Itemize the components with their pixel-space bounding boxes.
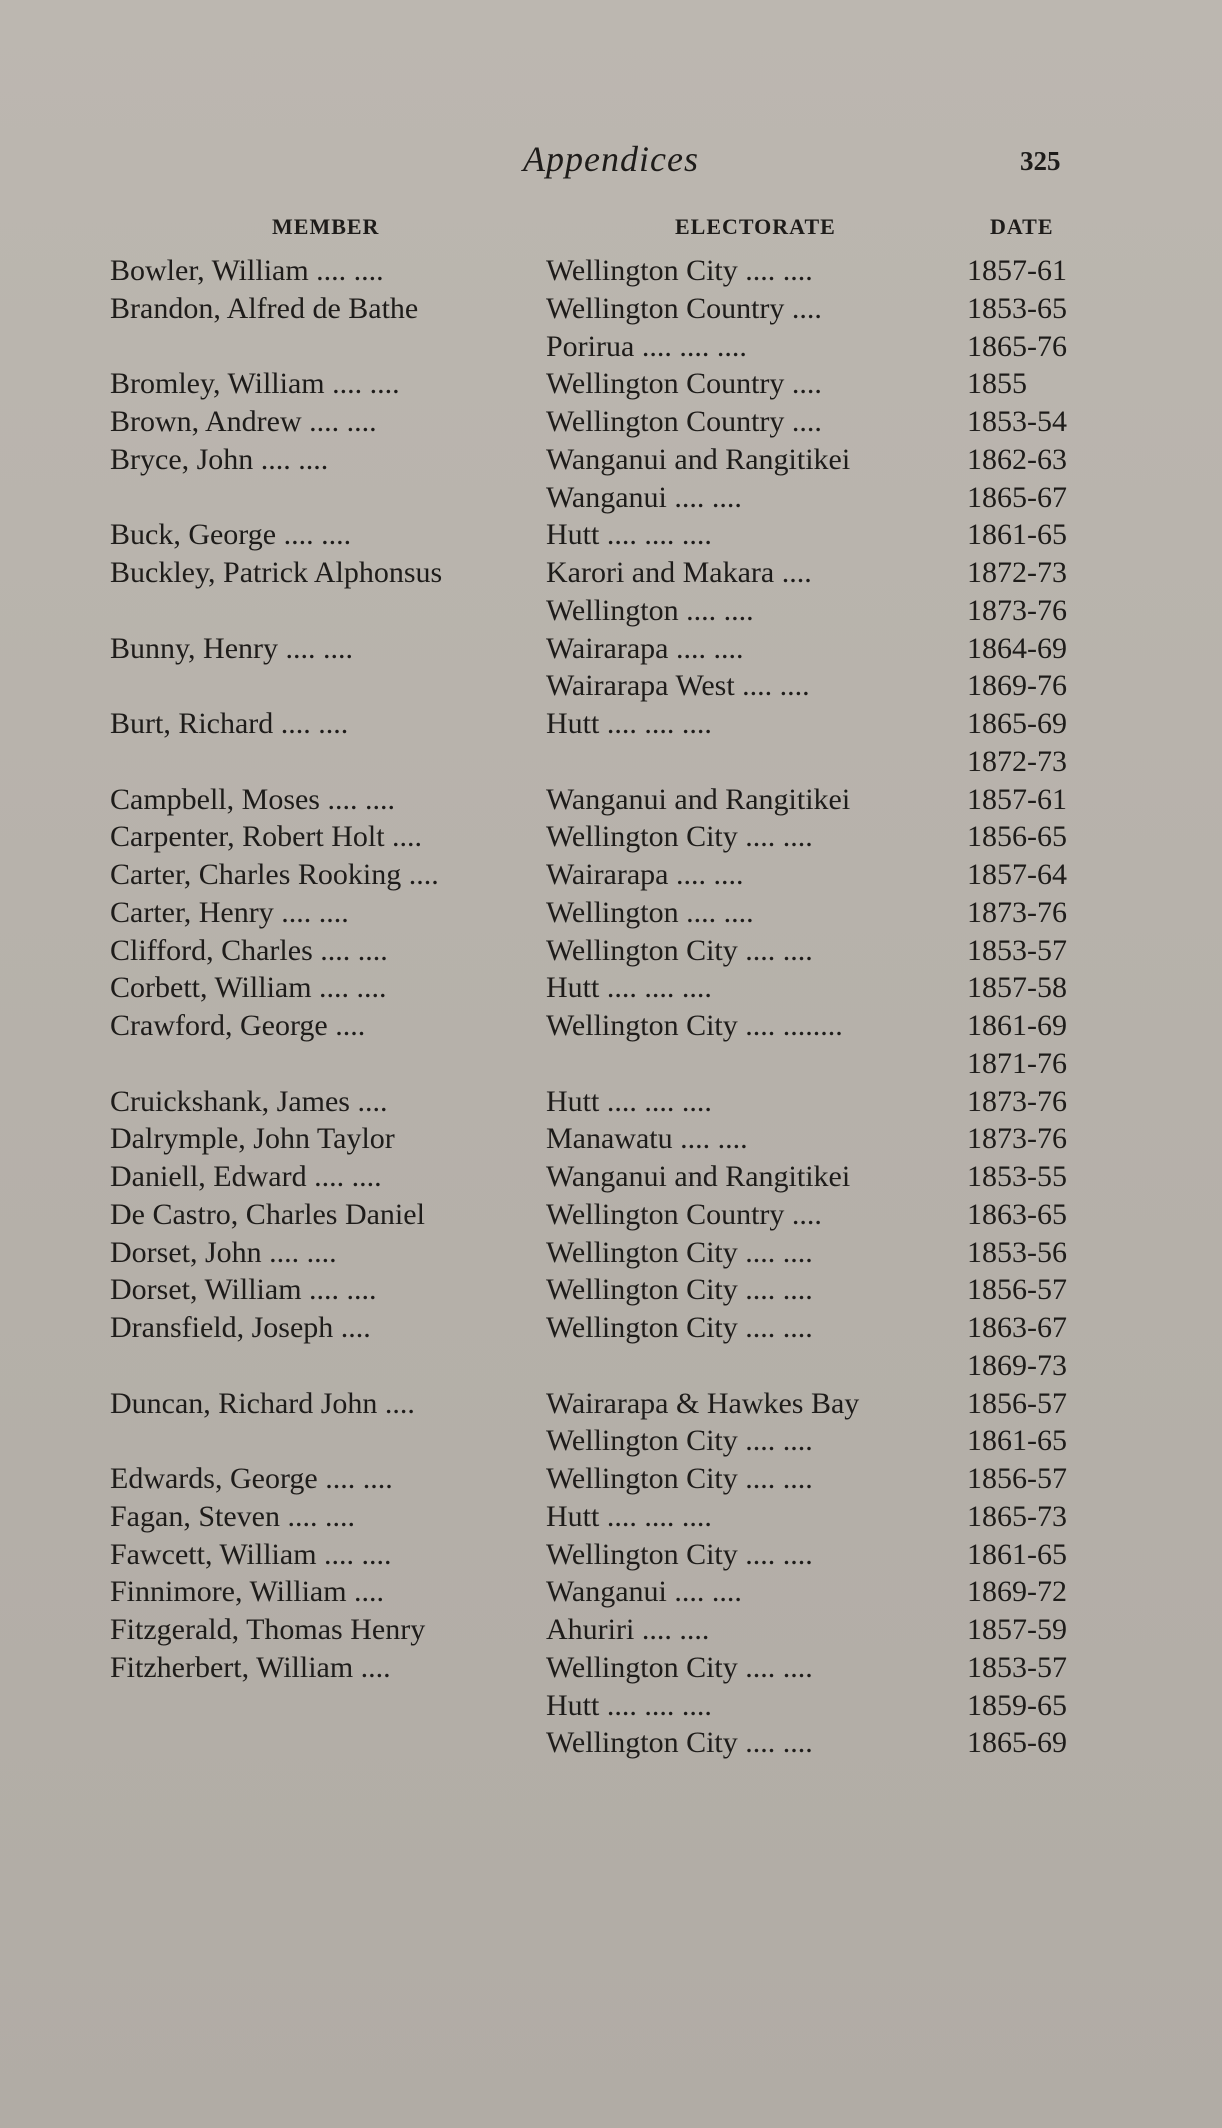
electorate-cell: Wairarapa West .... .... [546, 669, 810, 703]
electorate-cell: Wairarapa .... .... [546, 631, 744, 665]
member-cell: Fawcett, William .... .... [110, 1537, 392, 1571]
date-cell: 1865-69 [967, 707, 1067, 740]
date-cell: 1861-65 [967, 518, 1067, 552]
table-row [0, 667, 1222, 705]
electorate-cell: Wellington Country .... [546, 291, 822, 325]
member-cell: Carter, Charles Rooking .... [110, 858, 439, 891]
electorate-cell: Hutt .... .... .... [546, 971, 712, 1005]
table-row [0, 1687, 1222, 1725]
electorate-cell: Wanganui .... .... [546, 480, 742, 514]
table-row [0, 592, 1222, 630]
electorate-cell: Wellington City .... .... [546, 254, 813, 287]
date-cell: 1853-57 [967, 933, 1067, 967]
electorate-cell: Wellington .... .... [546, 895, 754, 929]
electorate-cell: Wanganui and Rangitikei [546, 1160, 851, 1193]
table-row [0, 630, 1222, 668]
table-row [0, 894, 1222, 932]
member-cell: Dorset, John .... .... [110, 1235, 337, 1269]
table-row [0, 1196, 1222, 1234]
table-row [0, 1158, 1222, 1196]
member-cell: Crawford, George .... [110, 1009, 366, 1042]
electorate-cell: Wairarapa .... .... [546, 858, 744, 891]
date-cell: 1869-76 [967, 669, 1067, 703]
date-cell: 1856-57 [967, 1462, 1067, 1495]
electorate-cell: Wellington City .... .... [546, 1424, 813, 1458]
table-row [0, 516, 1222, 554]
table-row [0, 1649, 1222, 1687]
table-row [0, 818, 1222, 856]
table-row [0, 1347, 1222, 1385]
member-cell: Clifford, Charles .... .... [110, 933, 388, 967]
table-row [0, 1007, 1222, 1045]
date-cell: 1861-65 [967, 1537, 1067, 1571]
electorate-cell: Hutt .... .... .... [546, 518, 712, 552]
electorate-cell: Manawatu .... .... [546, 1122, 748, 1156]
date-cell: 1853-54 [967, 405, 1067, 438]
member-cell: Dorset, William .... .... [110, 1273, 377, 1307]
date-cell: 1857-61 [967, 254, 1067, 287]
member-cell: Campbell, Moses .... .... [110, 782, 395, 816]
column-header-electorate: ELECTORATE [675, 214, 836, 239]
table-row [0, 969, 1222, 1007]
member-cell: Fagan, Steven .... .... [110, 1499, 355, 1533]
member-cell: Buck, George .... .... [110, 518, 352, 552]
table-row [0, 365, 1222, 403]
member-cell: Finnimore, William .... [110, 1575, 385, 1609]
date-cell: 1865-76 [967, 329, 1067, 363]
date-cell: 1857-58 [967, 971, 1067, 1005]
date-cell: 1861-69 [967, 1009, 1067, 1042]
table-row [0, 1536, 1222, 1574]
member-cell: Dalrymple, John Taylor [110, 1122, 395, 1156]
date-cell: 1856-57 [967, 1386, 1067, 1420]
member-cell: Brandon, Alfred de Bathe [110, 291, 419, 325]
date-cell: 1855 [967, 367, 1027, 401]
member-cell: Burt, Richard .... .... [110, 707, 349, 740]
table-row [0, 1083, 1222, 1121]
table-row [0, 932, 1222, 970]
table-row [0, 403, 1222, 441]
electorate-cell: Wellington City .... .... [546, 1311, 813, 1344]
electorate-cell: Wellington City .... .... [546, 820, 813, 854]
date-cell: 1857-61 [967, 782, 1067, 816]
date-cell: 1864-69 [967, 631, 1067, 665]
date-cell: 1873-76 [967, 1122, 1067, 1156]
member-cell: Duncan, Richard John .... [110, 1386, 415, 1420]
table-row [0, 290, 1222, 328]
column-header-date: DATE [990, 214, 1054, 239]
member-cell: Carter, Henry .... .... [110, 895, 349, 929]
date-cell: 1853-65 [967, 291, 1067, 325]
table-row [0, 1120, 1222, 1158]
table-row [0, 1309, 1222, 1347]
electorate-cell: Hutt .... .... .... [546, 1084, 712, 1118]
table-row [0, 705, 1222, 743]
members-table [0, 252, 1222, 1762]
date-cell: 1871-76 [967, 1046, 1067, 1080]
date-cell: 1859-65 [967, 1688, 1067, 1722]
electorate-cell: Karori and Makara .... [546, 556, 812, 589]
electorate-cell: Hutt .... .... .... [546, 707, 712, 740]
date-cell: 1853-55 [967, 1160, 1067, 1193]
table-row [0, 1234, 1222, 1272]
electorate-cell: Wellington City .... .... [546, 1726, 813, 1760]
electorate-cell: Wanganui and Rangitikei [546, 782, 851, 816]
electorate-cell: Wellington Country .... [546, 367, 822, 401]
member-cell: Daniell, Edward .... .... [110, 1160, 382, 1193]
table-row [0, 328, 1222, 366]
member-cell: De Castro, Charles Daniel [110, 1197, 425, 1231]
electorate-cell: Wanganui and Rangitikei [546, 442, 851, 476]
table-row [0, 1498, 1222, 1536]
date-cell: 1861-65 [967, 1424, 1067, 1458]
date-cell: 1872-73 [967, 556, 1067, 589]
member-cell: Bryce, John .... .... [110, 442, 329, 476]
date-cell: 1869-73 [967, 1348, 1067, 1382]
member-cell: Brown, Andrew .... .... [110, 405, 377, 438]
electorate-cell: Hutt .... .... .... [546, 1499, 712, 1533]
table-row [0, 743, 1222, 781]
date-cell: 1857-64 [967, 858, 1067, 891]
member-cell: Edwards, George .... .... [110, 1462, 393, 1495]
electorate-cell: Wellington City .... .... [546, 1235, 813, 1269]
date-cell: 1865-67 [967, 480, 1067, 514]
electorate-cell: Wellington City .... .... [546, 1537, 813, 1571]
table-row [0, 1724, 1222, 1762]
electorate-cell: Wellington .... .... [546, 593, 754, 627]
table-row [0, 1611, 1222, 1649]
member-cell: Bromley, William .... .... [110, 367, 400, 401]
table-row [0, 1573, 1222, 1611]
date-cell: 1865-73 [967, 1499, 1067, 1533]
member-cell: Cruickshank, James .... [110, 1084, 388, 1118]
page-number: 325 [1020, 146, 1061, 176]
electorate-cell: Porirua .... .... .... [546, 329, 747, 363]
table-row [0, 479, 1222, 517]
table-row [0, 856, 1222, 894]
table-row [0, 554, 1222, 592]
electorate-cell: Wellington City .... .... [546, 1462, 813, 1495]
table-row [0, 1271, 1222, 1309]
electorate-cell: Wairarapa & Hawkes Bay [546, 1386, 860, 1420]
date-cell: 1856-57 [967, 1273, 1067, 1307]
member-cell: Fitzherbert, William .... [110, 1650, 391, 1684]
table-row [0, 1422, 1222, 1460]
table-row [0, 441, 1222, 479]
date-cell: 1873-76 [967, 593, 1067, 627]
date-cell: 1873-76 [967, 895, 1067, 929]
date-cell: 1872-73 [967, 744, 1067, 778]
date-cell: 1863-65 [967, 1197, 1067, 1231]
date-cell: 1865-69 [967, 1726, 1067, 1760]
electorate-cell: Wellington City .... .... [546, 1273, 813, 1307]
electorate-cell: Wellington Country .... [546, 405, 822, 438]
date-cell: 1856-65 [967, 820, 1067, 854]
table-row [0, 1385, 1222, 1423]
member-cell: Carpenter, Robert Holt .... [110, 820, 423, 854]
table-row [0, 781, 1222, 819]
member-cell: Corbett, William .... .... [110, 971, 387, 1005]
electorate-cell: Wellington City .... .... [546, 1650, 813, 1684]
column-header-member: MEMBER [272, 214, 380, 239]
electorate-cell: Hutt .... .... .... [546, 1688, 712, 1722]
date-cell: 1853-56 [967, 1235, 1067, 1269]
running-title: Appendices [523, 139, 699, 179]
electorate-cell: Wanganui .... .... [546, 1575, 742, 1609]
table-row [0, 252, 1222, 290]
member-cell: Fitzgerald, Thomas Henry [110, 1613, 426, 1646]
member-cell: Buckley, Patrick Alphonsus [110, 556, 443, 589]
table-row [0, 1045, 1222, 1083]
date-cell: 1853-57 [967, 1650, 1067, 1684]
date-cell: 1863-67 [967, 1311, 1067, 1344]
electorate-cell: Wellington Country .... [546, 1197, 822, 1231]
electorate-cell: Wellington City .... ........ [546, 1009, 843, 1042]
date-cell: 1869-72 [967, 1575, 1067, 1609]
date-cell: 1862-63 [967, 442, 1067, 476]
member-cell: Bowler, William .... .... [110, 254, 384, 287]
electorate-cell: Ahuriri .... .... [546, 1613, 710, 1646]
table-row [0, 1460, 1222, 1498]
date-cell: 1857-59 [967, 1613, 1067, 1646]
member-cell: Bunny, Henry .... .... [110, 631, 354, 665]
date-cell: 1873-76 [967, 1084, 1067, 1118]
electorate-cell: Wellington City .... .... [546, 933, 813, 967]
member-cell: Dransfield, Joseph .... [110, 1311, 371, 1344]
